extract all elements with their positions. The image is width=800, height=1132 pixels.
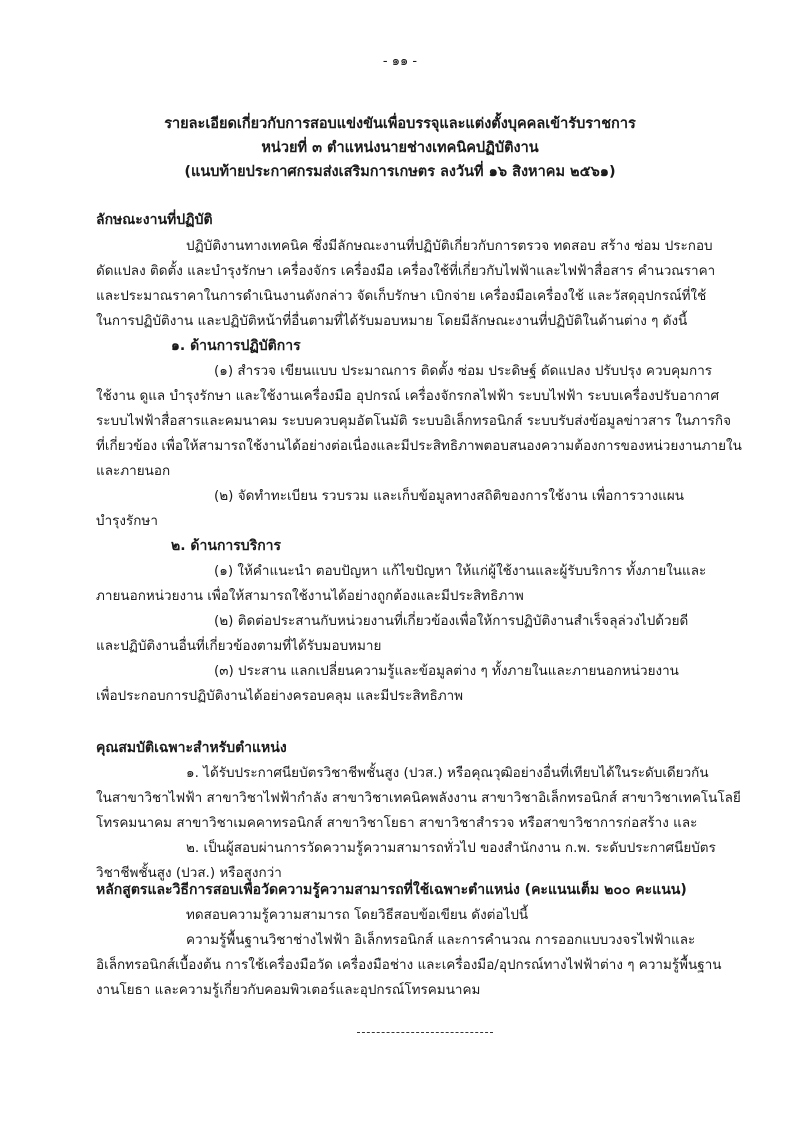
paragraph-line: ในการปฏิบัติงาน และปฏิบัติหน้าที่อื่นตามที่ได้รับมอบหมาย โดยมีลักษณะงานที่ปฏิบัติในด้านต่าง ๆ ดังนี้: [96, 313, 688, 329]
page-number: - ๑๑ -: [382, 54, 418, 69]
section-heading-qualifications: คุณสมบัติเฉพาะสำหรับตำแหน่ง: [96, 740, 287, 756]
paragraph-line: ระบบไฟฟ้าสื่อสารและคมนาคม ระบบควบคุมอัตโนมัติ ระบบอิเล็กทรอนิกส์ ระบบรับส่งข้อมูลข่าวสาร ในภารกิจ: [96, 413, 731, 429]
paragraph-line: (๒) จัดทำทะเบียน รวบรวม และเก็บข้อมูลทางสถิติของการใช้งาน เพื่อการวางแผน: [214, 488, 685, 504]
paragraph-line: ความรู้พื้นฐานวิชาช่างไฟฟ้า อิเล็กทรอนิกส์ และการคำนวณ การออกแบบวงจรไฟฟ้าและ: [186, 932, 696, 948]
document-title-line-3: (แนบท้ายประกาศกรมส่งเสริมการเกษตร ลงวันที่ ๑๖ สิงหาคม ๒๕๖๑): [184, 164, 616, 180]
paragraph-line: บำรุงรักษา: [96, 513, 158, 529]
paragraph-line: ดัดแปลง ติดตั้ง และบำรุงรักษา เครื่องจักร เครื่องมือ เครื่องใช้ที่เกี่ยวกับไฟฟ้าและไฟฟ้าสื่อสาร คำนวณราคา: [96, 263, 716, 279]
paragraph-line: และปฏิบัติงานอื่นที่เกี่ยวข้องตามที่ได้รับมอบหมาย: [96, 638, 382, 654]
paragraph-line: วิชาชีพชั้นสูง (ปวส.) หรือสูงกว่า: [96, 865, 282, 881]
paragraph-line: ปฏิบัติงานทางเทคนิค ซึ่งมีลักษณะงานที่ปฏิบัติเกี่ยวกับการตรวจ ทดสอบ สร้าง ซ่อม ประกอบ: [186, 238, 713, 254]
paragraph-line: ทดสอบความรู้ความสามารถ โดยวิธีสอบข้อเขียน ดังต่อไปนี้: [186, 907, 529, 923]
paragraph-line: (๑) ให้คำแนะนำ ตอบปัญหา แก้ไขปัญหา ให้แก่ผู้ใช้งานและผู้รับบริการ ทั้งภายในและ: [214, 563, 707, 579]
paragraph-line: ที่เกี่ยวข้อง เพื่อให้สามารถใช้งานได้อย่างต่อเนื่องและมีประสิทธิภาพตอบสนองความต้องการของหน่วยงานภายใน: [96, 438, 742, 454]
subheading-services: ๒. ด้านการบริการ: [171, 538, 282, 554]
paragraph-line: (๑) สำรวจ เขียนแบบ ประมาณการ ติดตั้ง ซ่อม ประดิษฐ์ ดัดแปลง ปรับปรุง ควบคุมการ: [214, 363, 713, 379]
paragraph-line: และประมาณราคาในการดำเนินงานดังกล่าว จัดเก็บรักษา เบิกจ่าย เครื่องมือเครื่องใช้ และวัสดุอุปกรณ์ที่ใช้: [96, 288, 707, 304]
section-heading-exam-curriculum: หลักสูตรและวิธีการสอบเพื่อวัดความรู้ความสามารถที่ใช้เฉพาะตำแหน่ง (คะแนนเต็ม ๒๐๐ คะแนน): [96, 882, 687, 898]
paragraph-line: ๑. ได้รับประกาศนียบัตรวิชาชีพชั้นสูง (ปวส.) หรือคุณวุฒิอย่างอื่นที่เทียบได้ในระดับเดียวกัน: [186, 765, 709, 781]
section-heading-job-description: ลักษณะงานที่ปฏิบัติ: [96, 212, 213, 228]
paragraph-line: อิเล็กทรอนิกส์เบื้องต้น การใช้เครื่องมือวัด เครื่องมือช่าง และเครื่องมือ/อุปกรณ์ทางไฟฟ้าต่าง ๆ ความรู้พื้นฐาน: [96, 957, 722, 973]
paragraph-line: ในสาขาวิชาไฟฟ้า สาขาวิชาไฟฟ้ากำลัง สาขาวิชาเทคนิคพลังงาน สาขาวิชาอิเล็กทรอนิกส์ สาขาวิชาเทคโนโลยี: [96, 790, 741, 806]
paragraph-line: (๓) ประสาน แลกเปลี่ยนความรู้และข้อมูลต่าง ๆ ทั้งภายในและภายนอกหน่วยงาน: [214, 663, 679, 679]
paragraph-line: และภายนอก: [96, 463, 171, 479]
paragraph-line: เพื่อประกอบการปฏิบัติงานได้อย่างครอบคลุม และมีประสิทธิภาพ: [96, 688, 464, 704]
paragraph-line: ใช้งาน ดูแล บำรุงรักษา และใช้งานเครื่องมือ อุปกรณ์ เครื่องจักรกลไฟฟ้า ระบบไฟฟ้า ระบบเครื่องปรับอากาศ: [96, 388, 720, 404]
document-title-line-1: รายละเอียดเกี่ยวกับการสอบแข่งขันเพื่อบรรจุและแต่งตั้งบุคคลเข้ารับราชการ: [164, 116, 636, 132]
paragraph-line: (๒) ติดต่อประสานกับหน่วยงานที่เกี่ยวข้องเพื่อให้การปฏิบัติงานสำเร็จลุล่วงไปด้วยดี: [214, 613, 689, 629]
paragraph-line: ภายนอกหน่วยงาน เพื่อให้สามารถใช้งานได้อย่างถูกต้องและมีประสิทธิภาพ: [96, 588, 524, 604]
paragraph-line: ๒. เป็นผู้สอบผ่านการวัดความรู้ความสามารถทั่วไป ของสำนักงาน ก.พ. ระดับประกาศนียบัตร: [186, 840, 716, 856]
document-title-line-2: หน่วยที่ ๓ ตำแหน่งนายช่างเทคนิคปฏิบัติงาน: [261, 140, 539, 156]
paragraph-line: โทรคมนาคม สาขาวิชาเมคคาทรอนิกส์ สาขาวิชาโยธา สาขาวิชาสำรวจ หรือสาขาวิชาการก่อสร้าง และ: [96, 815, 698, 831]
end-of-document-rule: [357, 1032, 493, 1033]
paragraph-line: งานโยธา และความรู้เกี่ยวกับคอมพิวเตอร์และอุปกรณ์โทรคมนาคม: [96, 982, 481, 998]
subheading-operations: ๑. ด้านการปฏิบัติการ: [171, 338, 301, 354]
